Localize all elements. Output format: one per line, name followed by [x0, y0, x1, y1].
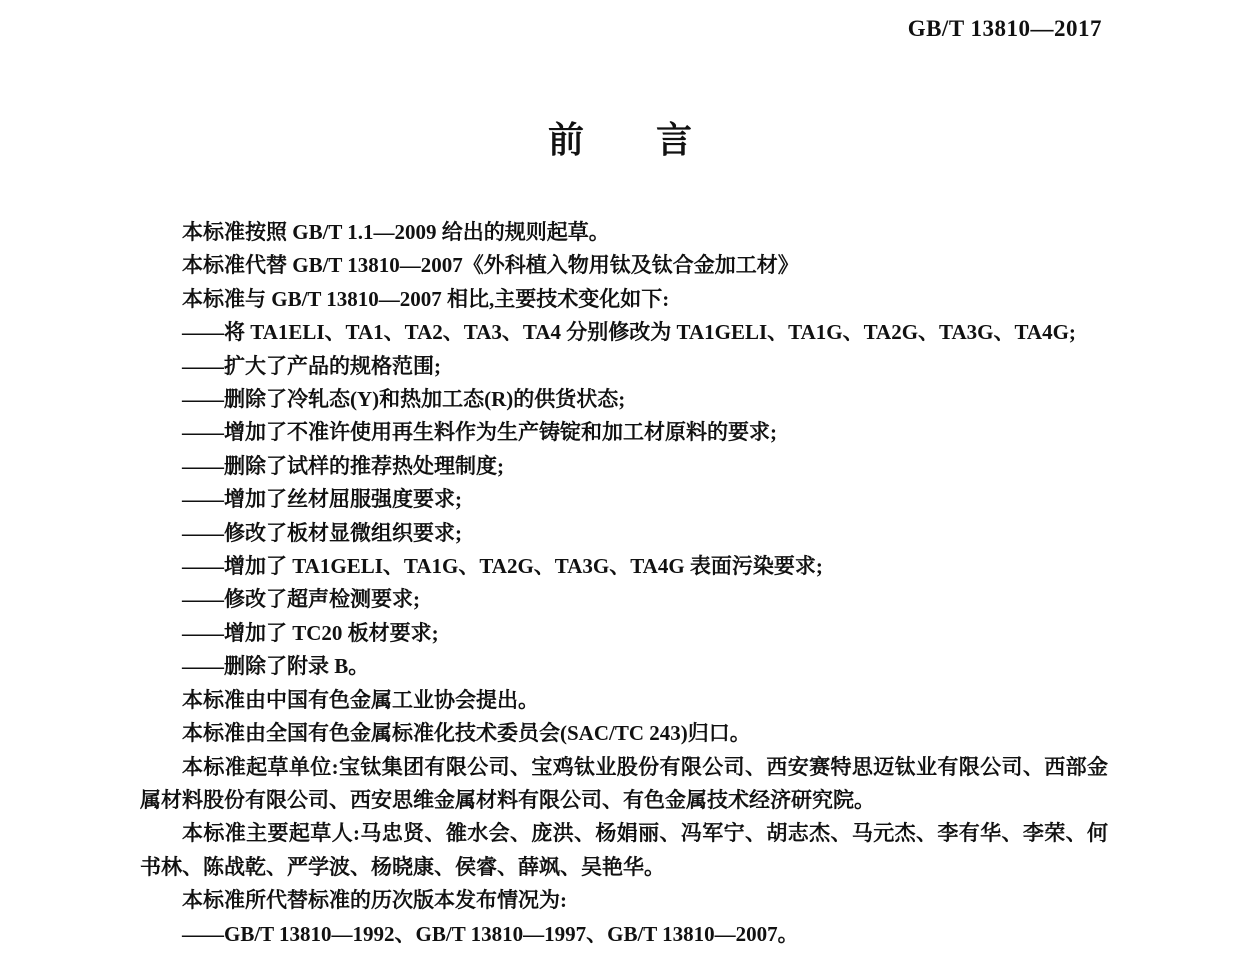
page-header — [908, 16, 1102, 42]
change-item-heat-treatment: ——删除了试样的推荐热处理制度; — [182, 453, 504, 478]
paragraph-proposed-by: 本标准由中国有色金属工业协会提出。 — [182, 687, 539, 712]
change-item-surface-contamination: ——增加了 TA1GELI、TA1G、TA2G、TA3G、TA4G 表面污染要求; — [182, 554, 823, 579]
page-title: 前 言 — [547, 120, 692, 160]
change-item-delivery-states: ——删除了冷轧态(Y)和热加工态(R)的供货状态; — [182, 387, 626, 412]
paragraph-drafting-organizations: 本标准起草单位:宝钛集团有限公司、宝鸡钛业股份有限公司、西安赛特思迈钛业有限公司、西部金属材料股份有限公司、西安思维金属材料有限公司、有色金属技术经济研究院。 — [140, 754, 1108, 812]
change-item-annex-b: ——删除了附录 B。 — [182, 654, 370, 679]
paragraph-centralized-by: 本标准由全国有色金属标准化技术委员会(SAC/TC 243)归口。 — [182, 721, 751, 746]
document-body — [140, 216, 1108, 951]
change-item-designations: ——将 TA1ELI、TA1、TA2、TA3、TA4 分别修改为 TA1GELI、TA1G、TA2G、TA3G、TA4G; — [182, 320, 1076, 345]
standard-number: GB/T 13810—2017 — [907, 16, 1102, 41]
paragraph-changes-intro: 本标准与 GB/T 13810—2007 相比,主要技术变化如下: — [182, 286, 670, 311]
paragraph-scope-basis: 本标准按照 GB/T 1.1—2009 给出的规则起草。 — [182, 220, 610, 244]
paragraph-previous-editions-intro: 本标准所代替标准的历次版本发布情况为: — [182, 888, 567, 913]
change-item-ultrasonic: ——修改了超声检测要求; — [182, 587, 420, 612]
change-item-wire-strength: ——增加了丝材屈服强度要求; — [182, 487, 462, 512]
change-item-tc20-plate: ——增加了 TC20 板材要求; — [182, 620, 439, 645]
paragraph-replaces: 本标准代替 GB/T 13810—2007《外科植入物用钛及钛合金加工材》 — [182, 253, 799, 278]
change-item-recycled-material: ——增加了不准许使用再生料作为生产铸锭和加工材原料的要求; — [182, 420, 777, 445]
paragraph-previous-editions-list: ——GB/T 13810—1992、GB/T 13810—1997、GB/T 13810—2007。 — [182, 921, 799, 946]
paragraph-drafters: 本标准主要起草人:马忠贤、雒水会、庞洪、杨娟丽、冯军宁、胡志杰、马元杰、李有华、李荣、何书林、陈战乾、严学波、杨晓康、侯睿、薛飒、吴艳华。 — [140, 821, 1108, 879]
change-item-microstructure: ——修改了板材显微组织要求; — [182, 520, 462, 545]
change-item-spec-range: ——扩大了产品的规格范围; — [182, 353, 441, 378]
